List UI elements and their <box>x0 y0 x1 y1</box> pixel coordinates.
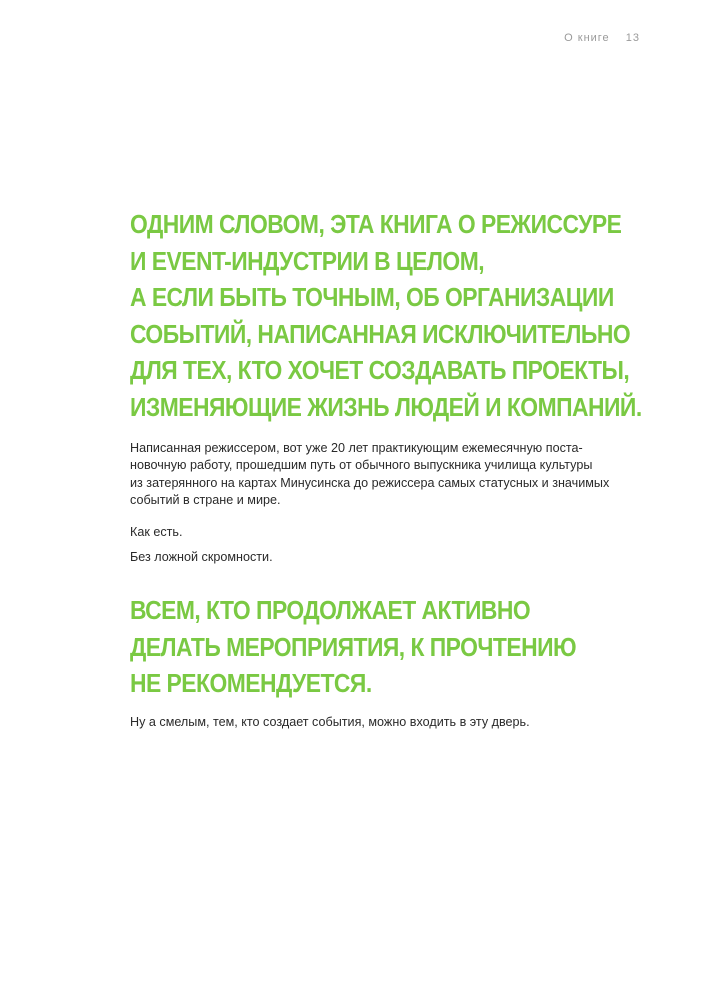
headline-main-line: ИЗМЕНЯЮЩИЕ ЖИЗНЬ ЛЮДЕЙ И КОМПАНИЙ. <box>130 391 642 422</box>
page-number: 13 <box>625 32 640 44</box>
headline-warning-line: НЕ РЕКОМЕНДУЕТСЯ. <box>130 668 372 698</box>
running-head <box>564 32 640 44</box>
headline-main-line: А ЕСЛИ БЫТЬ ТОЧНЫМ, ОБ ОРГАНИЗАЦИИ <box>130 282 614 312</box>
paragraph-closing: Ну а смелым, тем, кто создает события, можно входить в эту дверь. <box>130 715 530 729</box>
paragraph-intro-line: из затерянного на картах Минусинска до режиссера самых статусных и значимых <box>130 475 610 490</box>
paragraph-intro <box>130 440 650 510</box>
running-head-title: О книге <box>564 32 610 44</box>
headline-warning <box>130 592 658 702</box>
headline-main-line: ОДНИМ СЛОВОМ, ЭТА КНИГА О РЕЖИССУРЕ <box>130 209 622 239</box>
headline-warning-line: ДЕЛАТЬ МЕРОПРИЯТИЯ, К ПРОЧТЕНИЮ <box>130 631 577 662</box>
headline-main-line: СОБЫТИЙ, НАПИСАННАЯ ИСКЛЮЧИТЕЛЬНО <box>130 318 631 349</box>
headline-main-line: И EVENT-ИНДУСТРИИ В ЦЕЛОМ, <box>130 245 485 276</box>
headline-warning-line: ВСЕМ, КТО ПРОДОЛЖАЕТ АКТИВНО <box>130 595 531 625</box>
paragraph-intro-line: новочную работу, прошедшим путь от обычного выпускника училища культуры <box>130 458 593 473</box>
paragraph-intro-line: Написанная режиссером, вот уже 20 лет практикующим ежемесячную поста- <box>130 441 583 455</box>
paragraph-modesty: Без ложной скромности. <box>130 550 273 564</box>
paragraph-as-is: Как есть. <box>130 525 183 539</box>
headline-main-line: ДЛЯ ТЕХ, КТО ХОЧЕТ СОЗДАВАТЬ ПРОЕКТЫ, <box>130 355 630 385</box>
headline-main <box>130 206 658 425</box>
paragraph-intro-line: событий в стране и мире. <box>130 493 281 508</box>
